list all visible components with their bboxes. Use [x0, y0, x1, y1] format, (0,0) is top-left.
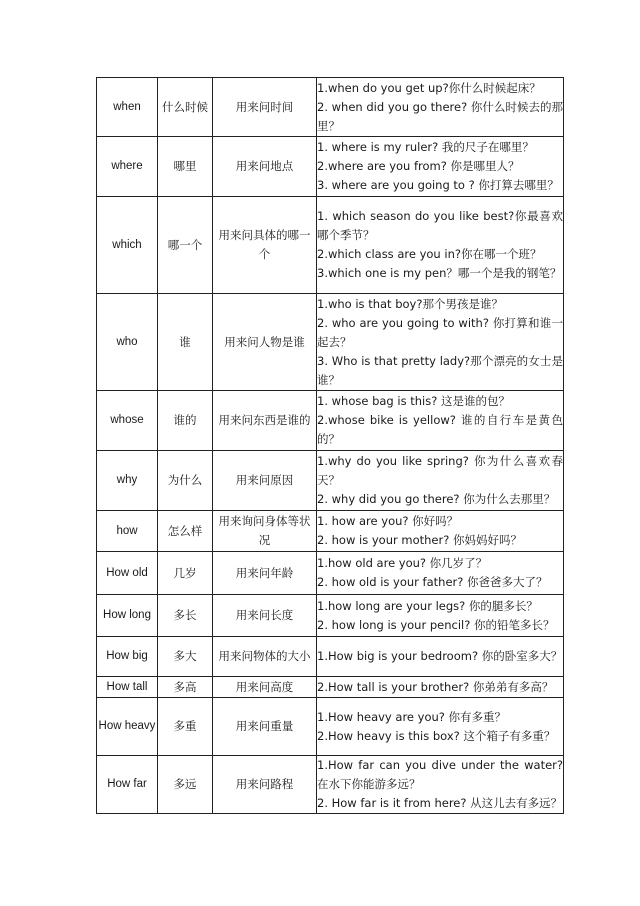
example-sentence: 1.How big is your bedroom? 你的卧室多大？: [317, 649, 563, 663]
question-words-table: [96, 77, 564, 814]
question-word-cell: where: [97, 137, 158, 197]
chinese-meaning-cell: 哪里: [158, 137, 213, 197]
examples-cell: [317, 637, 564, 677]
chinese-meaning-cell: 为什么: [158, 451, 213, 511]
example-sentence: 2. when did you go there? 你什么时候去的那里？: [317, 99, 563, 133]
example-sentence: 1. whose bag is this? 这是谁的包？: [317, 394, 510, 408]
example-sentence: 2. why did you go there? 你为什么去那里？: [317, 492, 556, 506]
example-sentence: 2.which class are you in?你在哪一个班？: [317, 247, 542, 261]
examples-cell: [317, 677, 564, 698]
chinese-meaning-cell: 怎么样: [158, 511, 213, 552]
examples-cell: [317, 78, 564, 137]
examples-cell: [317, 137, 564, 197]
question-word-cell: whose: [97, 391, 158, 451]
question-word-cell: How heavy: [97, 698, 158, 756]
example-sentence: 2. how old is your father? 你爸爸多大了？: [317, 575, 548, 589]
question-word-cell: How old: [97, 552, 158, 595]
chinese-meaning-cell: 哪一个: [158, 197, 213, 294]
example-sentence: 2.How tall is your brother? 你弟弟有多高？: [317, 679, 554, 694]
example-sentence: 2.whose bike is yellow? 谁的自行车是黄色的？: [317, 413, 563, 446]
example-sentence: 1.how long are your legs? 你的腿多长？: [317, 598, 538, 613]
usage-cell: 用来问地点: [213, 137, 317, 197]
chinese-meaning-cell: 多长: [158, 595, 213, 637]
example-sentence: 1.How heavy are you? 你有多重？: [317, 709, 507, 724]
example-sentence: 1. how are you? 你好吗？: [317, 514, 459, 528]
usage-cell: 用来询问身体等状况: [213, 511, 317, 552]
examples-cell: [317, 451, 564, 511]
table-row: [97, 595, 564, 637]
examples-cell: [317, 698, 564, 756]
question-word-cell: who: [97, 294, 158, 391]
usage-cell: 用来问高度: [213, 677, 317, 698]
table-row: [97, 511, 564, 552]
table-row: [97, 637, 564, 677]
table-row: [97, 197, 564, 294]
examples-cell: [317, 552, 564, 595]
example-sentence: 3. where are you going to ? 你打算去哪里？: [317, 178, 559, 192]
example-sentence: 1.how old are you? 你几岁了？: [317, 556, 488, 570]
examples-cell: [317, 294, 564, 391]
table-row: [97, 698, 564, 756]
example-sentence: 1.who is that boy?那个男孩是谁？: [317, 296, 503, 311]
usage-cell: 用来问具体的哪一个: [213, 197, 317, 294]
table-row: [97, 677, 564, 698]
chinese-meaning-cell: 什么时候: [158, 78, 213, 137]
chinese-meaning-cell: 多远: [158, 756, 213, 814]
example-sentence: 2. How far is it from here? 从这儿去有多远？: [317, 796, 563, 810]
usage-cell: 用来问时间: [213, 78, 317, 137]
question-word-cell: How big: [97, 637, 158, 677]
examples-cell: [317, 511, 564, 552]
question-word-cell: How far: [97, 756, 158, 814]
table-body: [97, 78, 564, 814]
example-sentence: 3.which one is my pen？哪一个是我的钢笔？: [317, 266, 562, 280]
usage-cell: 用来问长度: [213, 595, 317, 637]
example-sentence: 1. where is my ruler? 我的尺子在哪里？: [317, 140, 534, 154]
example-sentence: 2. how is your mother? 你妈妈好吗？: [317, 533, 522, 547]
chinese-meaning-cell: 几岁: [158, 552, 213, 595]
table-row: [97, 756, 564, 814]
table-row: [97, 78, 564, 137]
chinese-meaning-cell: 多大: [158, 637, 213, 677]
question-word-cell: which: [97, 197, 158, 294]
examples-cell: [317, 595, 564, 637]
example-sentence: 1.when do you get up?你什么时候起床？: [317, 80, 541, 95]
example-sentence: 2. who are you going to with? 你打算和谁一起去？: [317, 315, 563, 349]
example-sentence: 2. how long is your pencil? 你的铅笔多长？: [317, 617, 555, 632]
table-row: [97, 391, 564, 451]
table-row: [97, 552, 564, 595]
example-sentence: 3. Who is that pretty lady?那个漂亮的女士是谁？: [317, 353, 563, 387]
example-sentence: 1. which season do you like best?你最喜欢哪个季节？: [317, 209, 563, 242]
chinese-meaning-cell: 谁的: [158, 391, 213, 451]
usage-cell: 用来问路程: [213, 756, 317, 814]
question-word-cell: how: [97, 511, 158, 552]
examples-cell: [317, 391, 564, 451]
example-sentence: 1.why do you like spring? 你为什么喜欢春天？: [317, 454, 563, 487]
question-word-cell: How long: [97, 595, 158, 637]
chinese-meaning-cell: 多重: [158, 698, 213, 756]
usage-cell: 用来问原因: [213, 451, 317, 511]
question-word-cell: How tall: [97, 677, 158, 698]
chinese-meaning-cell: 谁: [158, 294, 213, 391]
examples-cell: [317, 197, 564, 294]
usage-cell: 用来问东西是谁的: [213, 391, 317, 451]
examples-cell: [317, 756, 564, 814]
usage-cell: 用来问重量: [213, 698, 317, 756]
chinese-meaning-cell: 多高: [158, 677, 213, 698]
usage-cell: 用来问年龄: [213, 552, 317, 595]
example-sentence: 2.How heavy is this box? 这个箱子有多重？: [317, 728, 556, 743]
question-word-cell: why: [97, 451, 158, 511]
usage-cell: 用来问人物是谁: [213, 294, 317, 391]
example-sentence: 2.where are you from? 你是哪里人？: [317, 159, 520, 173]
table-row: [97, 137, 564, 197]
table-row: [97, 294, 564, 391]
usage-cell: 用来问物体的大小: [213, 637, 317, 677]
question-word-cell: when: [97, 78, 158, 137]
example-sentence: 1.How far can you dive under the water? 在水下你能游多远？: [317, 758, 563, 791]
table-row: [97, 451, 564, 511]
